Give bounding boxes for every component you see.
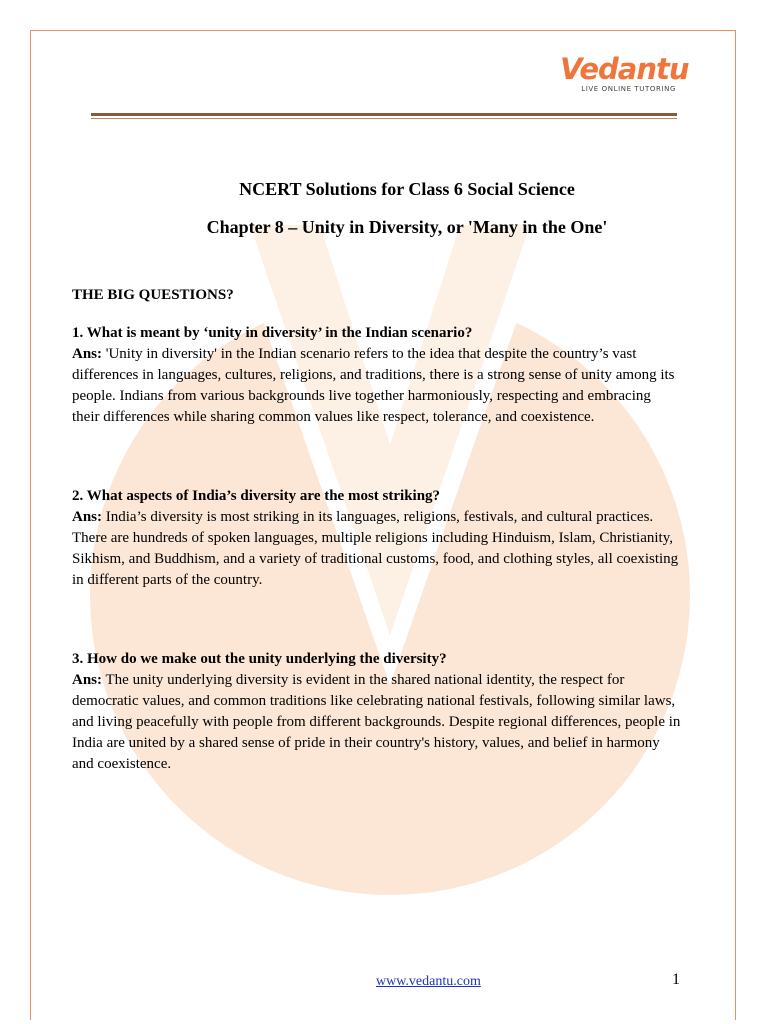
question-2: 2. What aspects of India’s diversity are the most striking? — [72, 488, 441, 504]
vedantu-logo[interactable] — [560, 52, 689, 102]
logo-tagline: LIVE ONLINE TUTORING — [581, 85, 676, 93]
document-title: NCERT Solutions for Class 6 Social Science — [239, 179, 575, 199]
answer-label: Ans: — [72, 346, 103, 362]
section-heading: THE BIG QUESTIONS? — [72, 287, 234, 303]
qa-block-2 — [72, 486, 682, 591]
logo-wordmark: Vedantu — [560, 52, 689, 86]
answer-text: The unity underlying diversity is evident in the shared national identity, the respect for democratic values, and common traditions like celebrating national festivals, following similar laws, and living peacefully with people from different backgrounds. Despite regional differences, people in India are united by a shared sense of pride in their country's history, values, and belief in harmony and coexistence. — [72, 672, 681, 772]
page-number: 1 — [672, 971, 680, 988]
chapter-title: Chapter 8 – Unity in Diversity, or 'Many in the One' — [206, 217, 608, 237]
question-3: 3. How do we make out the unity underlying the diversity? — [72, 651, 447, 667]
answer-label: Ans: — [72, 509, 103, 525]
header-rule — [91, 113, 677, 116]
header-rule-thin — [91, 118, 677, 119]
answer-1 — [72, 344, 682, 428]
answer-label: Ans: — [72, 672, 103, 688]
qa-block-3 — [72, 649, 682, 775]
answer-2 — [72, 507, 682, 591]
footer-website-link[interactable]: www.vedantu.com — [376, 974, 481, 989]
answer-3 — [72, 670, 682, 775]
question-1: 1. What is meant by ‘unity in diversity’ in the Indian scenario? — [72, 325, 473, 341]
answer-text: India’s diversity is most striking in its languages, religions, festivals, and cultural practices. There are hundreds of spoken languages, multiple religions including Hinduism, Islam, Christianity, Sikhism, and Buddhism, and a variety of traditional customs, food, and clothing styles, all coexisting in different parts of the country. — [72, 509, 679, 588]
qa-block-1 — [72, 323, 682, 428]
answer-text: 'Unity in diversity' in the Indian scenario refers to the idea that despite the country’s vast differences in languages, cultures, religions, and traditions, there is a strong sense of unity among its people. Indians from various backgrounds live together harmoniously, respecting and embracing their differences while sharing common values like respect, tolerance, and coexistence. — [72, 346, 675, 425]
document-content — [72, 175, 682, 775]
